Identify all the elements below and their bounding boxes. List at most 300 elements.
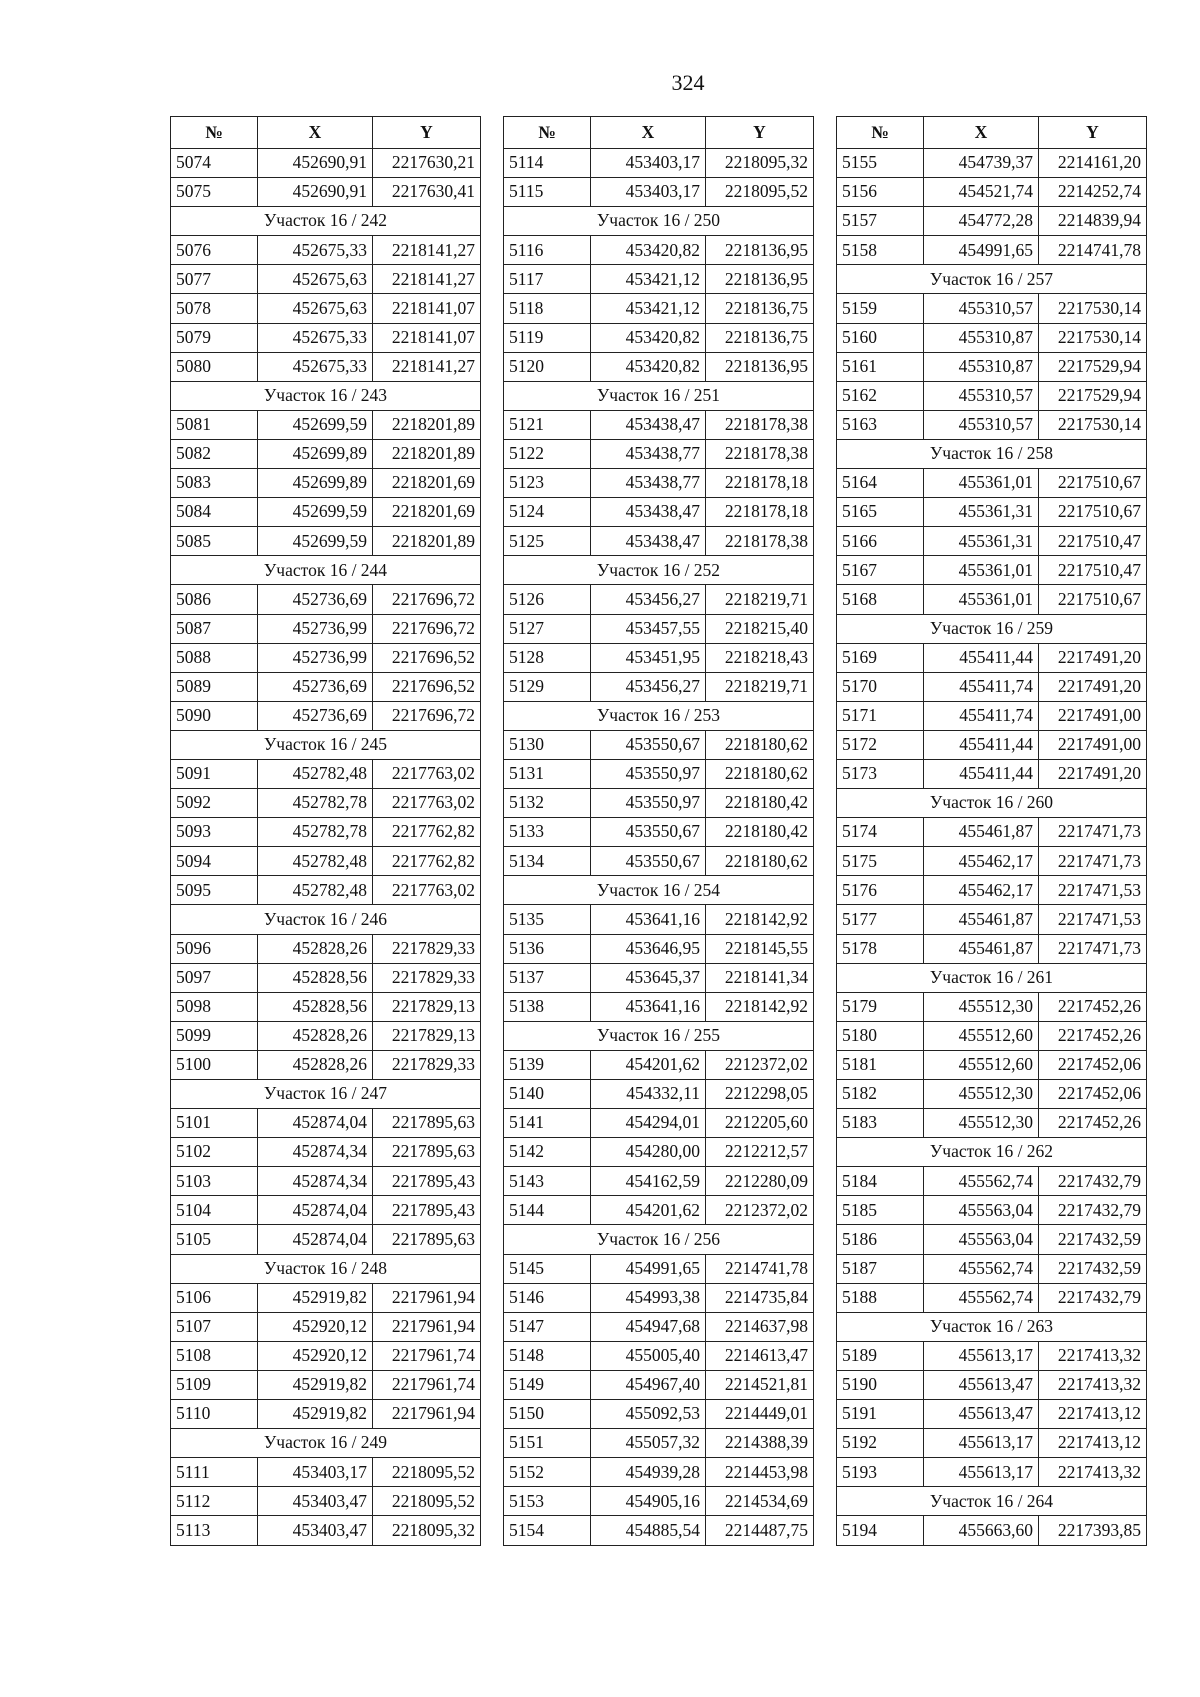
section-row xyxy=(171,381,481,410)
y-coordinate-cell: 2218201,89 xyxy=(373,410,481,439)
x-coordinate-cell: 453451,95 xyxy=(591,643,706,672)
table-row xyxy=(171,847,481,876)
table-row xyxy=(171,178,481,207)
point-number-cell: 5164 xyxy=(837,469,924,498)
x-coordinate-cell: 452675,33 xyxy=(258,352,373,381)
x-coordinate-cell: 455461,87 xyxy=(924,934,1039,963)
point-number-cell: 5102 xyxy=(171,1138,258,1167)
y-coordinate-cell: 2217961,94 xyxy=(373,1283,481,1312)
table-row xyxy=(504,1283,814,1312)
x-coordinate-cell: 455462,17 xyxy=(924,876,1039,905)
table-row xyxy=(837,1225,1147,1254)
point-number-cell: 5177 xyxy=(837,905,924,934)
table-row xyxy=(171,265,481,294)
y-coordinate-cell: 2217961,94 xyxy=(373,1400,481,1429)
point-number-cell: 5129 xyxy=(504,672,591,701)
table-row xyxy=(171,585,481,614)
table-row xyxy=(837,992,1147,1021)
table-row xyxy=(504,1429,814,1458)
y-coordinate-cell: 2217829,13 xyxy=(373,1021,481,1050)
table-row xyxy=(837,294,1147,323)
section-row xyxy=(504,556,814,585)
x-coordinate-cell: 452736,69 xyxy=(258,672,373,701)
point-number-cell: 5098 xyxy=(171,992,258,1021)
x-coordinate-cell: 452919,82 xyxy=(258,1400,373,1429)
point-number-cell: 5081 xyxy=(171,410,258,439)
point-number-cell: 5108 xyxy=(171,1341,258,1370)
table-row xyxy=(504,1080,814,1109)
section-label: Участок 16 / 261 xyxy=(837,963,1147,992)
x-coordinate-cell: 453420,82 xyxy=(591,236,706,265)
table-row xyxy=(504,498,814,527)
x-coordinate-cell: 454162,59 xyxy=(591,1167,706,1196)
table-row xyxy=(171,789,481,818)
table-row xyxy=(837,178,1147,207)
table-row xyxy=(504,1167,814,1196)
point-number-cell: 5193 xyxy=(837,1458,924,1487)
y-coordinate-cell: 2218180,62 xyxy=(706,847,814,876)
y-coordinate-cell: 2218142,92 xyxy=(706,905,814,934)
table-row xyxy=(504,730,814,759)
point-number-cell: 5117 xyxy=(504,265,591,294)
x-coordinate-cell: 452675,33 xyxy=(258,236,373,265)
y-coordinate-cell: 2217491,20 xyxy=(1039,672,1147,701)
section-label: Участок 16 / 259 xyxy=(837,614,1147,643)
point-number-cell: 5130 xyxy=(504,730,591,759)
point-number-cell: 5157 xyxy=(837,207,924,236)
point-number-cell: 5094 xyxy=(171,847,258,876)
x-coordinate-cell: 454201,62 xyxy=(591,1196,706,1225)
x-coordinate-cell: 452699,89 xyxy=(258,469,373,498)
table-row xyxy=(504,1458,814,1487)
x-coordinate-cell: 455512,30 xyxy=(924,1109,1039,1138)
x-coordinate-cell: 454939,28 xyxy=(591,1458,706,1487)
point-number-cell: 5082 xyxy=(171,439,258,468)
table-row xyxy=(504,323,814,352)
y-coordinate-cell: 2217413,32 xyxy=(1039,1458,1147,1487)
table-body xyxy=(504,149,814,1546)
header-x: X xyxy=(591,117,706,149)
section-row xyxy=(837,789,1147,818)
point-number-cell: 5089 xyxy=(171,672,258,701)
section-row xyxy=(837,439,1147,468)
y-coordinate-cell: 2218201,89 xyxy=(373,439,481,468)
table-row xyxy=(837,1341,1147,1370)
point-number-cell: 5173 xyxy=(837,759,924,788)
point-number-cell: 5138 xyxy=(504,992,591,1021)
y-coordinate-cell: 2218095,52 xyxy=(706,178,814,207)
table-row xyxy=(171,1021,481,1050)
section-label: Участок 16 / 246 xyxy=(171,905,481,934)
x-coordinate-cell: 452828,56 xyxy=(258,992,373,1021)
y-coordinate-cell: 2218141,27 xyxy=(373,265,481,294)
table-row xyxy=(837,759,1147,788)
point-number-cell: 5075 xyxy=(171,178,258,207)
x-coordinate-cell: 452920,12 xyxy=(258,1341,373,1370)
table-body xyxy=(171,149,481,1546)
point-number-cell: 5085 xyxy=(171,527,258,556)
y-coordinate-cell: 2217829,33 xyxy=(373,963,481,992)
x-coordinate-cell: 453403,17 xyxy=(258,1458,373,1487)
point-number-cell: 5076 xyxy=(171,236,258,265)
section-row xyxy=(171,1254,481,1283)
table-row xyxy=(171,672,481,701)
section-label: Участок 16 / 253 xyxy=(504,701,814,730)
point-number-cell: 5152 xyxy=(504,1458,591,1487)
table-row xyxy=(171,236,481,265)
table-row xyxy=(837,236,1147,265)
y-coordinate-cell: 2214161,20 xyxy=(1039,149,1147,178)
x-coordinate-cell: 453403,17 xyxy=(591,178,706,207)
point-number-cell: 5134 xyxy=(504,847,591,876)
section-row xyxy=(504,1021,814,1050)
x-coordinate-cell: 455411,74 xyxy=(924,672,1039,701)
point-number-cell: 5189 xyxy=(837,1341,924,1370)
page-number: 324 xyxy=(671,70,705,95)
x-coordinate-cell: 452828,56 xyxy=(258,963,373,992)
point-number-cell: 5106 xyxy=(171,1283,258,1312)
x-coordinate-cell: 454885,54 xyxy=(591,1516,706,1545)
y-coordinate-cell: 2217432,59 xyxy=(1039,1254,1147,1283)
x-coordinate-cell: 452699,89 xyxy=(258,439,373,468)
table-row xyxy=(837,643,1147,672)
y-coordinate-cell: 2218178,18 xyxy=(706,469,814,498)
point-number-cell: 5113 xyxy=(171,1516,258,1545)
y-coordinate-cell: 2217763,02 xyxy=(373,789,481,818)
y-coordinate-cell: 2218180,62 xyxy=(706,759,814,788)
y-coordinate-cell: 2217471,53 xyxy=(1039,905,1147,934)
y-coordinate-cell: 2217829,33 xyxy=(373,934,481,963)
table-row xyxy=(837,556,1147,585)
point-number-cell: 5156 xyxy=(837,178,924,207)
x-coordinate-cell: 455512,30 xyxy=(924,992,1039,1021)
point-number-cell: 5175 xyxy=(837,847,924,876)
y-coordinate-cell: 2214521,81 xyxy=(706,1370,814,1399)
table-row xyxy=(837,1167,1147,1196)
y-coordinate-cell: 2212298,05 xyxy=(706,1080,814,1109)
point-number-cell: 5115 xyxy=(504,178,591,207)
y-coordinate-cell: 2218180,62 xyxy=(706,730,814,759)
point-number-cell: 5119 xyxy=(504,323,591,352)
table-row xyxy=(837,1400,1147,1429)
section-label: Участок 16 / 256 xyxy=(504,1225,814,1254)
section-row xyxy=(504,701,814,730)
x-coordinate-cell: 455310,87 xyxy=(924,323,1039,352)
x-coordinate-cell: 455461,87 xyxy=(924,818,1039,847)
x-coordinate-cell: 452736,69 xyxy=(258,585,373,614)
point-number-cell: 5142 xyxy=(504,1138,591,1167)
y-coordinate-cell: 2217393,85 xyxy=(1039,1516,1147,1545)
x-coordinate-cell: 452828,26 xyxy=(258,1050,373,1079)
point-number-cell: 5079 xyxy=(171,323,258,352)
x-coordinate-cell: 455461,87 xyxy=(924,905,1039,934)
y-coordinate-cell: 2217529,94 xyxy=(1039,352,1147,381)
y-coordinate-cell: 2217491,00 xyxy=(1039,701,1147,730)
y-coordinate-cell: 2217895,43 xyxy=(373,1196,481,1225)
x-coordinate-cell: 453641,16 xyxy=(591,992,706,1021)
x-coordinate-cell: 453550,97 xyxy=(591,789,706,818)
y-coordinate-cell: 2217530,14 xyxy=(1039,323,1147,352)
y-coordinate-cell: 2218095,32 xyxy=(706,149,814,178)
table-row xyxy=(504,149,814,178)
point-number-cell: 5090 xyxy=(171,701,258,730)
y-coordinate-cell: 2214613,47 xyxy=(706,1341,814,1370)
y-coordinate-cell: 2217762,82 xyxy=(373,818,481,847)
point-number-cell: 5122 xyxy=(504,439,591,468)
coordinates-table-2 xyxy=(503,116,814,1546)
point-number-cell: 5116 xyxy=(504,236,591,265)
x-coordinate-cell: 455361,01 xyxy=(924,556,1039,585)
table-row xyxy=(837,905,1147,934)
x-coordinate-cell: 455411,74 xyxy=(924,701,1039,730)
header-y: Y xyxy=(706,117,814,149)
table-row xyxy=(837,498,1147,527)
x-coordinate-cell: 453646,95 xyxy=(591,934,706,963)
y-coordinate-cell: 2218095,52 xyxy=(373,1458,481,1487)
point-number-cell: 5137 xyxy=(504,963,591,992)
x-coordinate-cell: 454332,11 xyxy=(591,1080,706,1109)
y-coordinate-cell: 2218095,52 xyxy=(373,1487,481,1516)
point-number-cell: 5103 xyxy=(171,1167,258,1196)
x-coordinate-cell: 455462,17 xyxy=(924,847,1039,876)
table-row xyxy=(171,439,481,468)
point-number-cell: 5128 xyxy=(504,643,591,672)
y-coordinate-cell: 2217961,74 xyxy=(373,1341,481,1370)
x-coordinate-cell: 453550,67 xyxy=(591,730,706,759)
table-header-row xyxy=(504,117,814,149)
point-number-cell: 5166 xyxy=(837,527,924,556)
x-coordinate-cell: 452736,99 xyxy=(258,614,373,643)
section-row xyxy=(171,556,481,585)
point-number-cell: 5155 xyxy=(837,149,924,178)
section-row xyxy=(171,207,481,236)
section-row xyxy=(837,1312,1147,1341)
table-row xyxy=(837,1429,1147,1458)
table-row xyxy=(171,1487,481,1516)
y-coordinate-cell: 2217413,32 xyxy=(1039,1341,1147,1370)
section-row xyxy=(171,730,481,759)
table-row xyxy=(837,1196,1147,1225)
table-row xyxy=(837,527,1147,556)
y-coordinate-cell: 2214453,98 xyxy=(706,1458,814,1487)
point-number-cell: 5123 xyxy=(504,469,591,498)
table-row xyxy=(504,1196,814,1225)
section-label: Участок 16 / 249 xyxy=(171,1429,481,1458)
table-row xyxy=(171,992,481,1021)
y-coordinate-cell: 2218136,95 xyxy=(706,236,814,265)
table-row xyxy=(837,876,1147,905)
x-coordinate-cell: 452874,34 xyxy=(258,1167,373,1196)
x-coordinate-cell: 452699,59 xyxy=(258,527,373,556)
x-coordinate-cell: 454991,65 xyxy=(924,236,1039,265)
point-number-cell: 5163 xyxy=(837,410,924,439)
table-row xyxy=(504,789,814,818)
point-number-cell: 5161 xyxy=(837,352,924,381)
x-coordinate-cell: 454201,62 xyxy=(591,1050,706,1079)
x-coordinate-cell: 454991,65 xyxy=(591,1254,706,1283)
point-number-cell: 5143 xyxy=(504,1167,591,1196)
point-number-cell: 5120 xyxy=(504,352,591,381)
y-coordinate-cell: 2214388,39 xyxy=(706,1429,814,1458)
x-coordinate-cell: 453421,12 xyxy=(591,265,706,294)
table-row xyxy=(504,759,814,788)
point-number-cell: 5141 xyxy=(504,1109,591,1138)
section-label: Участок 16 / 252 xyxy=(504,556,814,585)
table-row xyxy=(504,1312,814,1341)
y-coordinate-cell: 2218201,89 xyxy=(373,527,481,556)
point-number-cell: 5168 xyxy=(837,585,924,614)
x-coordinate-cell: 452874,04 xyxy=(258,1225,373,1254)
point-number-cell: 5092 xyxy=(171,789,258,818)
y-coordinate-cell: 2217530,14 xyxy=(1039,410,1147,439)
x-coordinate-cell: 453438,77 xyxy=(591,439,706,468)
section-label: Участок 16 / 254 xyxy=(504,876,814,905)
table-row xyxy=(504,847,814,876)
point-number-cell: 5191 xyxy=(837,1400,924,1429)
point-number-cell: 5114 xyxy=(504,149,591,178)
y-coordinate-cell: 2217510,67 xyxy=(1039,498,1147,527)
point-number-cell: 5162 xyxy=(837,381,924,410)
x-coordinate-cell: 454739,37 xyxy=(924,149,1039,178)
x-coordinate-cell: 455361,31 xyxy=(924,498,1039,527)
x-coordinate-cell: 455361,31 xyxy=(924,527,1039,556)
y-coordinate-cell: 2218178,18 xyxy=(706,498,814,527)
x-coordinate-cell: 453421,12 xyxy=(591,294,706,323)
x-coordinate-cell: 452736,99 xyxy=(258,643,373,672)
y-coordinate-cell: 2218141,27 xyxy=(373,236,481,265)
table-row xyxy=(171,323,481,352)
point-number-cell: 5190 xyxy=(837,1370,924,1399)
point-number-cell: 5140 xyxy=(504,1080,591,1109)
table-row xyxy=(504,1400,814,1429)
section-label: Участок 16 / 242 xyxy=(171,207,481,236)
section-label: Участок 16 / 260 xyxy=(837,789,1147,818)
y-coordinate-cell: 2214534,69 xyxy=(706,1487,814,1516)
y-coordinate-cell: 2217452,26 xyxy=(1039,1109,1147,1138)
section-label: Участок 16 / 262 xyxy=(837,1138,1147,1167)
table-row xyxy=(171,352,481,381)
section-row xyxy=(837,1487,1147,1516)
x-coordinate-cell: 455562,74 xyxy=(924,1167,1039,1196)
x-coordinate-cell: 452920,12 xyxy=(258,1312,373,1341)
y-coordinate-cell: 2217413,12 xyxy=(1039,1429,1147,1458)
header-y: Y xyxy=(1039,117,1147,149)
point-number-cell: 5180 xyxy=(837,1021,924,1050)
y-coordinate-cell: 2218178,38 xyxy=(706,527,814,556)
y-coordinate-cell: 2217829,13 xyxy=(373,992,481,1021)
point-number-cell: 5132 xyxy=(504,789,591,818)
point-number-cell: 5118 xyxy=(504,294,591,323)
y-coordinate-cell: 2217510,47 xyxy=(1039,556,1147,585)
table-row xyxy=(504,963,814,992)
y-coordinate-cell: 2217895,63 xyxy=(373,1225,481,1254)
y-coordinate-cell: 2218141,34 xyxy=(706,963,814,992)
table-row xyxy=(504,178,814,207)
table-row xyxy=(504,265,814,294)
y-coordinate-cell: 2214252,74 xyxy=(1039,178,1147,207)
y-coordinate-cell: 2217696,72 xyxy=(373,585,481,614)
point-number-cell: 5179 xyxy=(837,992,924,1021)
point-number-cell: 5154 xyxy=(504,1516,591,1545)
x-coordinate-cell: 452782,48 xyxy=(258,847,373,876)
section-label: Участок 16 / 258 xyxy=(837,439,1147,468)
point-number-cell: 5104 xyxy=(171,1196,258,1225)
y-coordinate-cell: 2217452,26 xyxy=(1039,1021,1147,1050)
point-number-cell: 5167 xyxy=(837,556,924,585)
y-coordinate-cell: 2217471,73 xyxy=(1039,818,1147,847)
y-coordinate-cell: 2214637,98 xyxy=(706,1312,814,1341)
y-coordinate-cell: 2217471,73 xyxy=(1039,934,1147,963)
section-row xyxy=(171,1429,481,1458)
table-row xyxy=(837,1458,1147,1487)
y-coordinate-cell: 2217432,79 xyxy=(1039,1167,1147,1196)
point-number-cell: 5159 xyxy=(837,294,924,323)
table-row xyxy=(504,672,814,701)
table-row xyxy=(837,585,1147,614)
x-coordinate-cell: 452919,82 xyxy=(258,1283,373,1312)
point-number-cell: 5158 xyxy=(837,236,924,265)
x-coordinate-cell: 452828,26 xyxy=(258,934,373,963)
y-coordinate-cell: 2217630,21 xyxy=(373,149,481,178)
point-number-cell: 5131 xyxy=(504,759,591,788)
point-number-cell: 5178 xyxy=(837,934,924,963)
table-row xyxy=(837,149,1147,178)
point-number-cell: 5176 xyxy=(837,876,924,905)
table-row xyxy=(837,1109,1147,1138)
x-coordinate-cell: 452874,04 xyxy=(258,1109,373,1138)
section-row xyxy=(837,963,1147,992)
table-row xyxy=(504,1516,814,1545)
table-row xyxy=(504,1254,814,1283)
x-coordinate-cell: 452699,59 xyxy=(258,498,373,527)
point-number-cell: 5135 xyxy=(504,905,591,934)
y-coordinate-cell: 2217491,20 xyxy=(1039,643,1147,672)
point-number-cell: 5188 xyxy=(837,1283,924,1312)
point-number-cell: 5110 xyxy=(171,1400,258,1429)
point-number-cell: 5147 xyxy=(504,1312,591,1341)
x-coordinate-cell: 454772,28 xyxy=(924,207,1039,236)
point-number-cell: 5183 xyxy=(837,1109,924,1138)
table-row xyxy=(171,876,481,905)
point-number-cell: 5133 xyxy=(504,818,591,847)
y-coordinate-cell: 2214839,94 xyxy=(1039,207,1147,236)
y-coordinate-cell: 2217413,12 xyxy=(1039,1400,1147,1429)
point-number-cell: 5097 xyxy=(171,963,258,992)
table-row xyxy=(171,643,481,672)
x-coordinate-cell: 452690,91 xyxy=(258,178,373,207)
y-coordinate-cell: 2214741,78 xyxy=(706,1254,814,1283)
coordinates-table-3 xyxy=(836,116,1147,1546)
point-number-cell: 5112 xyxy=(171,1487,258,1516)
table-row xyxy=(837,818,1147,847)
header-number: № xyxy=(504,117,591,149)
point-number-cell: 5121 xyxy=(504,410,591,439)
point-number-cell: 5109 xyxy=(171,1370,258,1399)
y-coordinate-cell: 2218178,38 xyxy=(706,410,814,439)
point-number-cell: 5088 xyxy=(171,643,258,672)
y-coordinate-cell: 2217510,47 xyxy=(1039,527,1147,556)
table-row xyxy=(837,381,1147,410)
section-row xyxy=(837,614,1147,643)
x-coordinate-cell: 455411,44 xyxy=(924,643,1039,672)
table-row xyxy=(837,672,1147,701)
x-coordinate-cell: 453550,67 xyxy=(591,847,706,876)
table-row xyxy=(504,1341,814,1370)
x-coordinate-cell: 453641,16 xyxy=(591,905,706,934)
table-row xyxy=(837,323,1147,352)
point-number-cell: 5170 xyxy=(837,672,924,701)
table-row xyxy=(171,410,481,439)
